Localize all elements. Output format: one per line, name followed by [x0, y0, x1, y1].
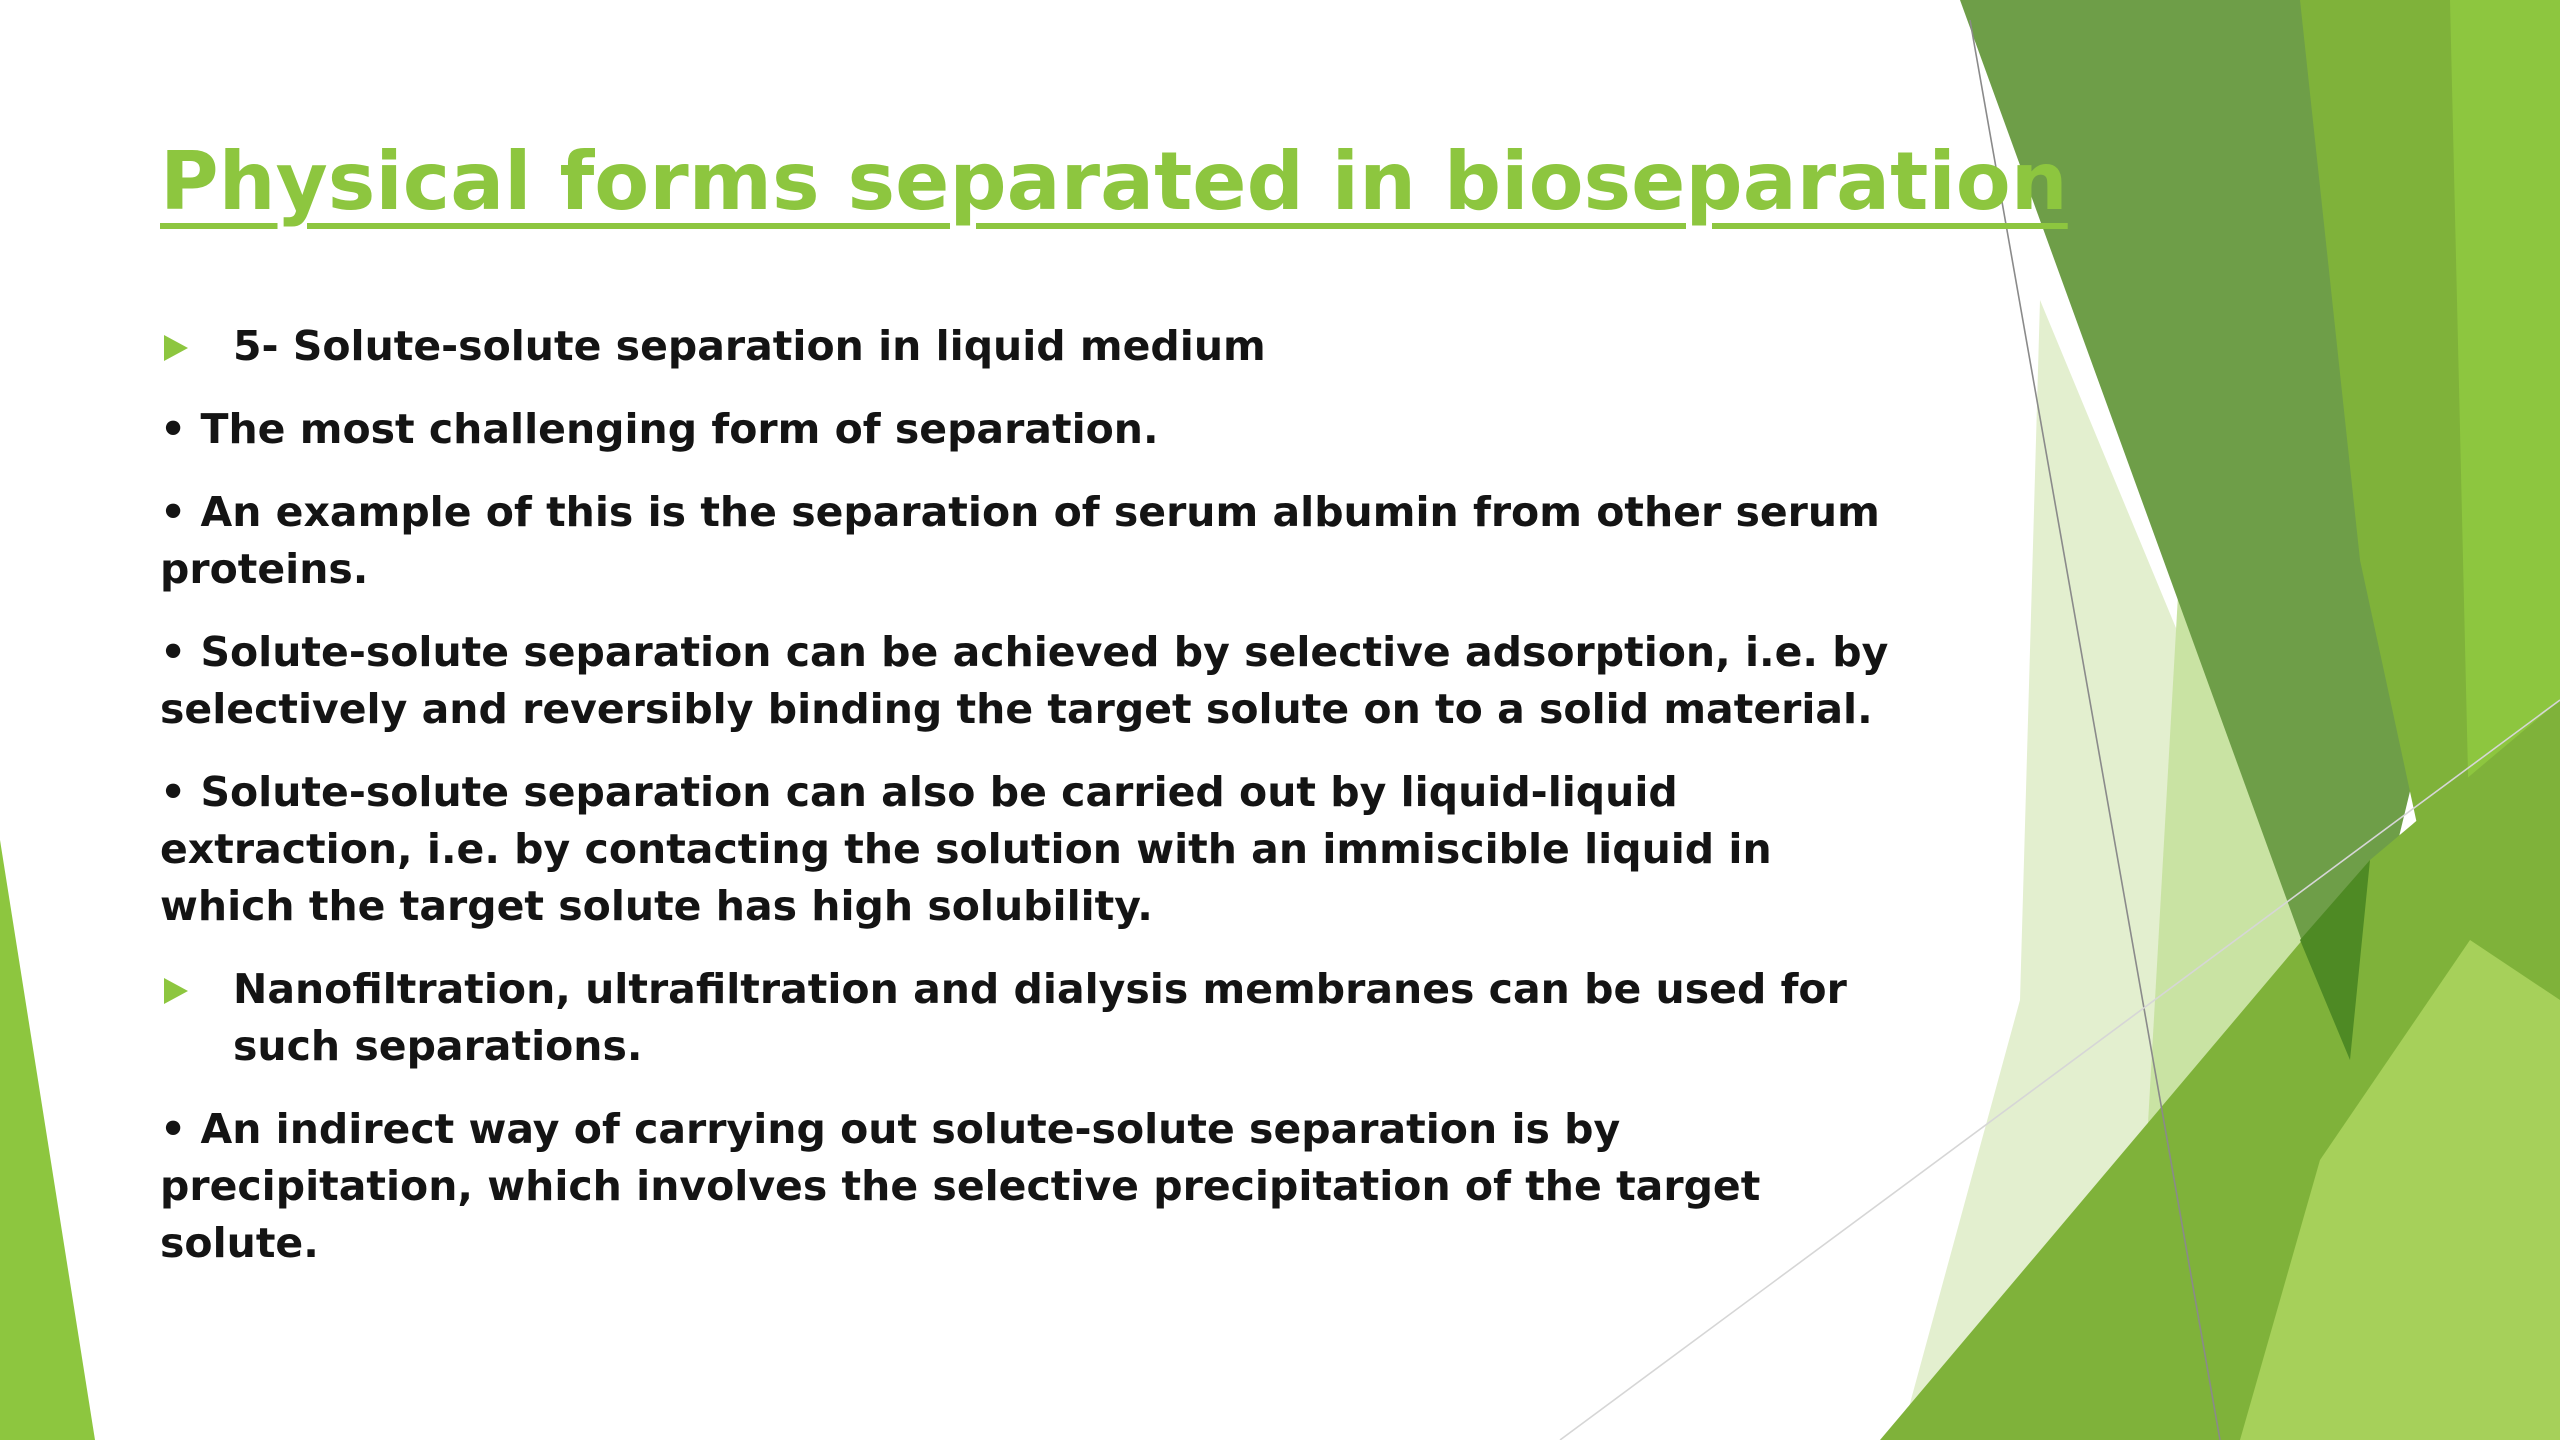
bullet-text: 5- Solute-solute separation in liquid medium	[233, 322, 1266, 370]
bullet-item-7: • An indirect way of carrying out solute-solute separation is by precipitation, which involves the selective precipitation of the target solute.	[160, 1105, 1761, 1267]
slide-title: Physical forms separated in bioseparation	[160, 135, 2068, 228]
arrow-bullet-icon	[164, 978, 188, 1004]
decor-shape-left-sliver	[0, 840, 95, 1440]
bullet-item-2: • The most challenging form of separation.	[160, 405, 1159, 453]
bullet-item-3: • An example of this is the separation of serum albumin from other serum proteins.	[160, 488, 1880, 593]
bullet-item-4: • Solute-solute separation can be achieved by selective adsorption, i.e. by selectively and reversibly binding the target solute on to a solid material.	[160, 628, 1889, 733]
arrow-bullet-icon	[164, 335, 188, 361]
slide-body	[160, 318, 1920, 1298]
bullet-item-6	[160, 961, 1920, 1075]
bullet-item-1	[160, 318, 1920, 375]
bullet-text: Nanofiltration, ultrafiltration and dialysis membranes can be used for such separations.	[233, 965, 1847, 1070]
bullet-item-5: • Solute-solute separation can also be carried out by liquid-liquid extraction, i.e. by contacting the solution with an immiscible liquid in which the target solute has high solubility.	[160, 768, 1772, 930]
